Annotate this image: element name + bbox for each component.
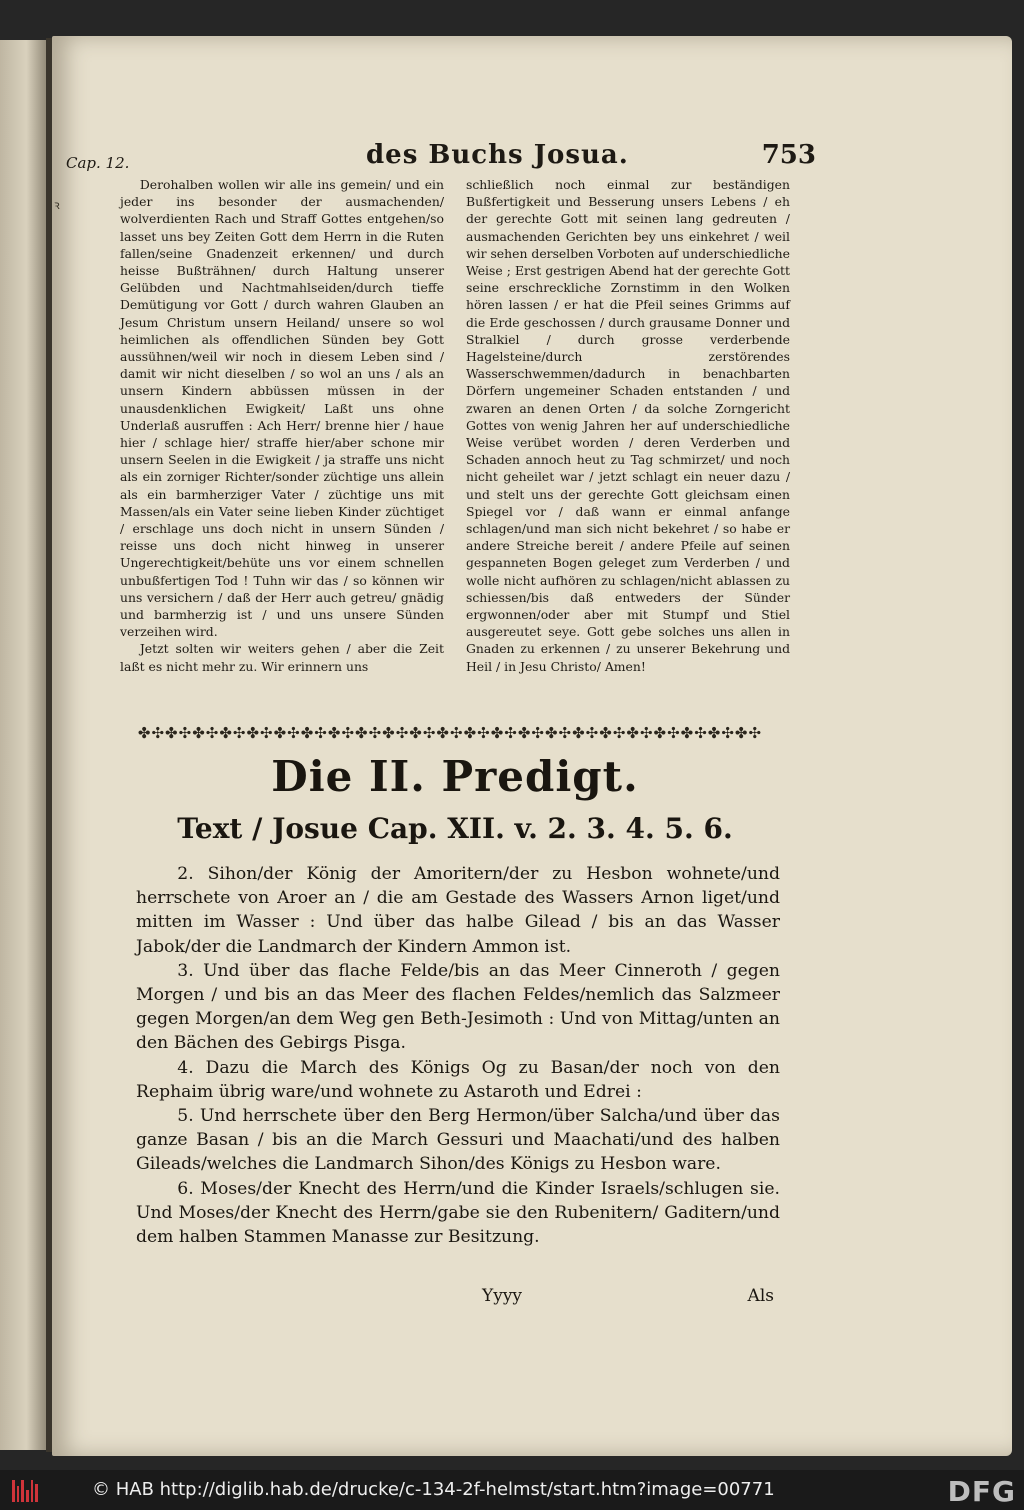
running-head: des Buchs Josua. [366,140,629,170]
source-link[interactable]: © HAB http://diglib.hab.de/drucke/c-134-2f-helmst/start.htm?image=00771 [92,1479,775,1500]
right-column-paragraph: schließlich noch einmal zur beständigen Bußfertigkeit und Besserung unsers Lebens / eh der gerechte Gott mit seinen lang gedreuten / ausmachenden Gerichten bey uns einkehret / weil wir sehen derselben Vorboten auf underschiedliche Weise ; Erst gestrigen Abend hat der gerechte Gott seine erschreckliche Zornstimm in den Wolken hören lassen / er hat die Pfeil seines Grimms auf die Erde geschossen / durch grausame Donner und Stralkiel / durch grosse verderbende Hagelsteine/durch zerstörendes Wasserschwemmen/dadurch in benachbarten Dörfern ungemeiner Schaden entstanden / und zwaren an denen Orten / da solche Zorngericht Gottes von wenig Jahren her auf underschiedliche Weise verübet worden / deren Verderben und Schaden annoch heut zu Tag schmirzet/ und noch nicht geheilet war / jetzt schlagt ein neuer dazu / und stelt uns der gerechte Gott gleichsam einen Spiegel vor / daß wann er einmal anfange schlagen/und man sich nicht bekehret / so habe er andere Streiche bereit / andere Pfeile auf seinen gespanneten Bogen geleget zum Verderben / und wolle nicht aufhören zu schlagen/nicht ablassen zu schiessen/bis daß entweders der Sünder ergwonnen/oder aber mit Stumpf und Stiel ausgereutet seye. Gott gebe solches uns allen in Gnaden zu erkennen / zu unserer Bekehrung und Heil / in Jesu Christo/ Amen! [466,177,790,674]
signature-mark: Yyyy [482,1286,523,1306]
sermon-title: Die II. Predigt. [271,752,639,801]
hab-logo-icon [12,1478,38,1502]
verse-5: 5. Und herrschete über den Berg Hermon/über Salcha/und über das ganze Basan / bis an die March Gessuri und Maachati/und des halben Gileads/welches die Landmarch Sihon/des Königs zu Hesbon ware. [136,1106,780,1175]
catchword: Als [747,1286,774,1306]
left-page-edge [0,40,48,1450]
text-heading: Text / Josue Cap. XII. v. 2. 3. 4. 5. 6. [177,812,733,845]
verse-2: 2. Sihon/der König der Amoritern/der zu Hesbon wohnete/und herrschete von Aroer an / die am Gestade des Wassers Arnon liget/und mitten im Wasser : Und über das halbe Gilead / bis an das Wasser Jabok/der die Landmarch der Kindern Ammon ist. [136,864,780,957]
left-margin-mark: ꝛ [54,198,60,212]
ornament-divider: ✤✣✤✣✤✣✤✣✤✣✤✣✤✣✤✣✤✣✤✣✤✣✤✣✤✣✤✣✤✣✤✣✤✣✤✣✤✣✤✣✤✣✤✣✤✣ [137,724,763,742]
left-column [120,176,444,716]
two-column-text [120,176,790,716]
verse-list [136,862,780,1249]
left-column-paragraph-2: Jetzt solten wir weiters gehen / aber die Zeit laßt es nicht mehr zu. Wir erinnern uns [120,641,444,674]
right-column [466,176,790,716]
chapter-label: Cap. 12. [66,154,130,172]
catch-line [136,1286,780,1312]
verse-4: 4. Dazu die March des Königs Og zu Basan/der noch von den Rephaim übrig ware/und wohnete zu Astaroth und Edrei : [136,1057,780,1102]
page-header [66,140,816,180]
verse-6: 6. Moses/der Knecht des Herrn/und die Kinder Israels/schlugen sie. Und Moses/der Knecht des Herrn/gabe sie den Rubenitern/ Gaditern/und dem halben Stammen Manasse zur Besitzung. [136,1178,780,1248]
verse-3: 3. Und über das flache Felde/bis an das Meer Cinneroth / gegen Morgen / und bis an das Meer des flachen Feldes/nemlich das Salzmeer gegen Morgen/an dem Weg gen Beth-Jesimoth : Und von Mittag/unten an den Bächen des Gebirgs Pisga. [136,960,780,1054]
page-number: 753 [761,140,816,170]
left-column-paragraph-1: Derohalben wollen wir alle ins gemein/ und ein jeder ins besonder der ausmachenden/ wolverdienten Rach und Straff Gottes entgehen/so lasset uns bey Zeiten Gott dem Herrn in die Ruten fallen/seine Gnadenzeit erkennen/ und durch heisse Bußträhnen/ durch Haltung unserer Gelübden und Nachtmahlseiden/durch tieffe Demütigung vor Gott / durch wahren Glauben an Jesum Christum unsern Heiland/ unsere so wol heimlichen als offendlichen Sünden bey Gott aussühnen/weil wir noch in diesem Leben sind / damit wir nicht dieselben / so wol an uns / als an unsern Kindern abbüssen müssen in der unausdenklichen Ewigkeit/ Laßt uns ohne Underlaß ausruffen : Ach Herr/ brenne hier / haue hier / schlage hier/ straffe hier/aber schone mir unsern Seelen in die Ewigkeit / ja straffe uns nicht als ein zorniger Richter/sonder züchtige uns allein als ein barmherziger Vater / züchtige uns mit Massen/als ein Vater seine lieben Kinder züchtiget / erschlage uns doch nicht in unsern Sünden / reisse uns doch nicht hinweg in unserer Ungerechtigkeit/behüte uns vor einem schnellen unbußfertigen Tod ! Tuhn wir das / so können wir uns versichern / daß der Herr auch getreu/ gnädig und barmherzig ist / und uns unsere Sünden verzeihen wird. [120,177,444,640]
dfg-logo: DFG [947,1475,1016,1508]
viewer-footer [0,1470,1024,1510]
